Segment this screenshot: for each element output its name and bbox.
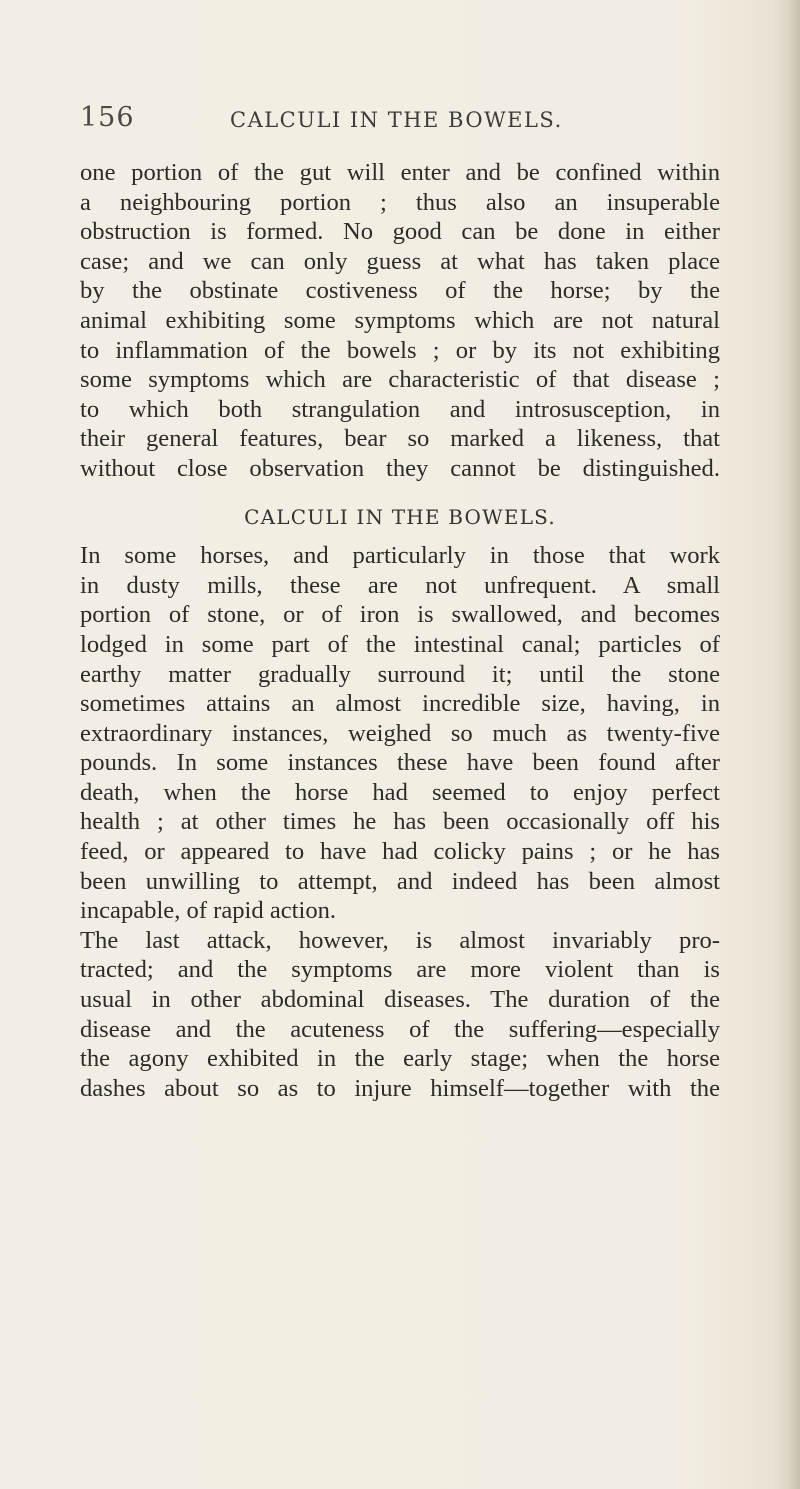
text-line: The last attack, however, is almost invariably pro- xyxy=(80,926,720,954)
text-line: a neighbouring portion ; thus also an insuperable xyxy=(80,188,720,216)
text-line: by the obstinate costiveness of the horse; by the xyxy=(80,277,720,305)
text-line: death, when the horse had seemed to enjoy perfect xyxy=(80,778,720,806)
page-edge-shadow xyxy=(774,0,800,1489)
text-line: health ; at other times he has been occasionally off his xyxy=(80,808,720,836)
text-line: earthy matter gradually surround it; until the stone xyxy=(80,660,720,688)
text-line: obstruction is formed. No good can be done in either xyxy=(80,218,720,246)
text-line: In some horses, and particularly in those that work xyxy=(80,542,720,570)
text-line: feed, or appeared to have had colicky pains ; or he has xyxy=(80,838,720,866)
text-line: the agony exhibited in the early stage; when the horse xyxy=(80,1045,720,1073)
text-line: tracted; and the symptoms are more violent than is xyxy=(80,956,720,984)
text-line: case; and we can only guess at what has taken place xyxy=(80,247,720,275)
text-line: sometimes attains an almost incredible size, having, in xyxy=(80,690,720,718)
paragraph-1 xyxy=(80,158,720,484)
text-line: without close observation they cannot be distinguished. xyxy=(80,454,720,482)
text-line: to inflammation of the bowels ; or by its not exhibiting xyxy=(80,336,720,364)
text-line: some symptoms which are characteristic of that disease ; xyxy=(80,366,720,394)
running-head: CALCULI IN THE BOWELS. xyxy=(230,108,563,132)
text-line: dashes about so as to injure himself—together with the xyxy=(80,1074,720,1102)
paragraph-3 xyxy=(80,926,720,1104)
page-header xyxy=(80,100,720,140)
text-line: portion of stone, or of iron is swallowed, and becomes xyxy=(80,601,720,629)
page-number: 156 xyxy=(80,102,135,133)
text-line: in dusty mills, these are not unfrequent. A small xyxy=(80,571,720,599)
text-line: one portion of the gut will enter and be confined within xyxy=(80,159,720,186)
text-line: animal exhibiting some symptoms which are not natural xyxy=(80,306,720,334)
text-line: disease and the acuteness of the suffering—especially xyxy=(80,1015,720,1043)
text-line: been unwilling to attempt, and indeed has been almost xyxy=(80,867,720,895)
body-text xyxy=(80,158,720,1103)
text-line: lodged in some part of the intestinal canal; particles of xyxy=(80,630,720,658)
text-line: usual in other abdominal diseases. The duration of the xyxy=(80,986,720,1014)
text-line: their general features, bear so marked a likeness, that xyxy=(80,425,720,453)
text-line: incapable, of rapid action. xyxy=(80,897,337,925)
paragraph-2 xyxy=(80,541,720,926)
text-line: to which both strangulation and introsusception, in xyxy=(80,395,720,423)
text-line: pounds. In some instances these have been found after xyxy=(80,749,720,777)
section-heading: CALCULI IN THE BOWELS. xyxy=(244,504,556,529)
text-line: extraordinary instances, weighed so much as twenty-five xyxy=(80,719,720,747)
